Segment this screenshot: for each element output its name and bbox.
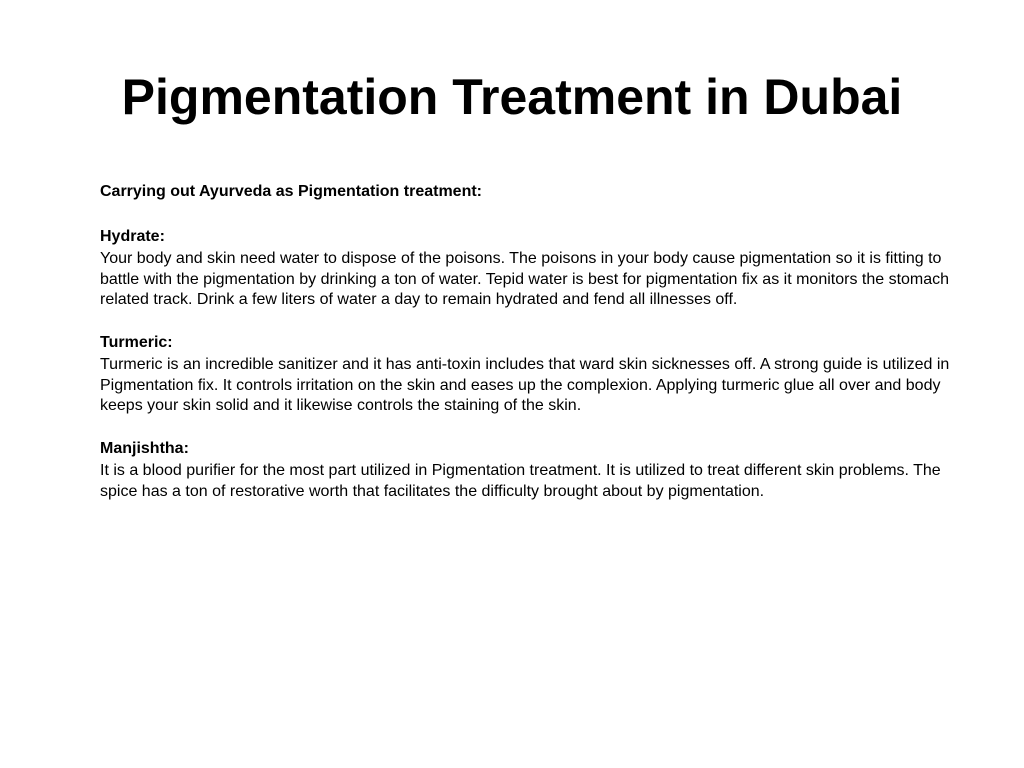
section-body: Turmeric is an incredible sanitizer and it has anti-toxin includes that ward skin sicknesses off. A strong guide is utilized in Pigmentation fix. It controls irritation on the skin and eases up the complexion. Applying turmeric glue all over and body keeps your skin solid and it likewise controls the staining of the skin. <box>100 356 950 414</box>
section-heading: Manjishtha: <box>100 439 189 457</box>
section-manjishtha <box>100 439 960 503</box>
intro-text: Carrying out Ayurveda as Pigmentation treatment: <box>100 183 482 200</box>
section-body: It is a blood purifier for the most part utilized in Pigmentation treatment. It is utilized to treat different skin problems. The spice has a ton of restorative worth that facilitates the difficulty brought about by pigmentation. <box>100 462 941 500</box>
section-body: Your body and skin need water to dispose of the poisons. The poisons in your body cause pigmentation so it is fitting to battle with the pigmentation by drinking a ton of water. Tepid water is best for pigmentation fix as it monitors the stomach related track. Drink a few liters of water a day to remain hydrated and fend all illnesses off. <box>100 250 950 308</box>
section-heading: Hydrate: <box>100 227 165 245</box>
section-turmeric <box>100 333 960 417</box>
section-hydrate <box>100 227 960 311</box>
slide-content <box>100 182 960 524</box>
section-heading: Turmeric: <box>100 333 173 351</box>
slide-title: Pigmentation Treatment in Dubai <box>121 69 903 125</box>
